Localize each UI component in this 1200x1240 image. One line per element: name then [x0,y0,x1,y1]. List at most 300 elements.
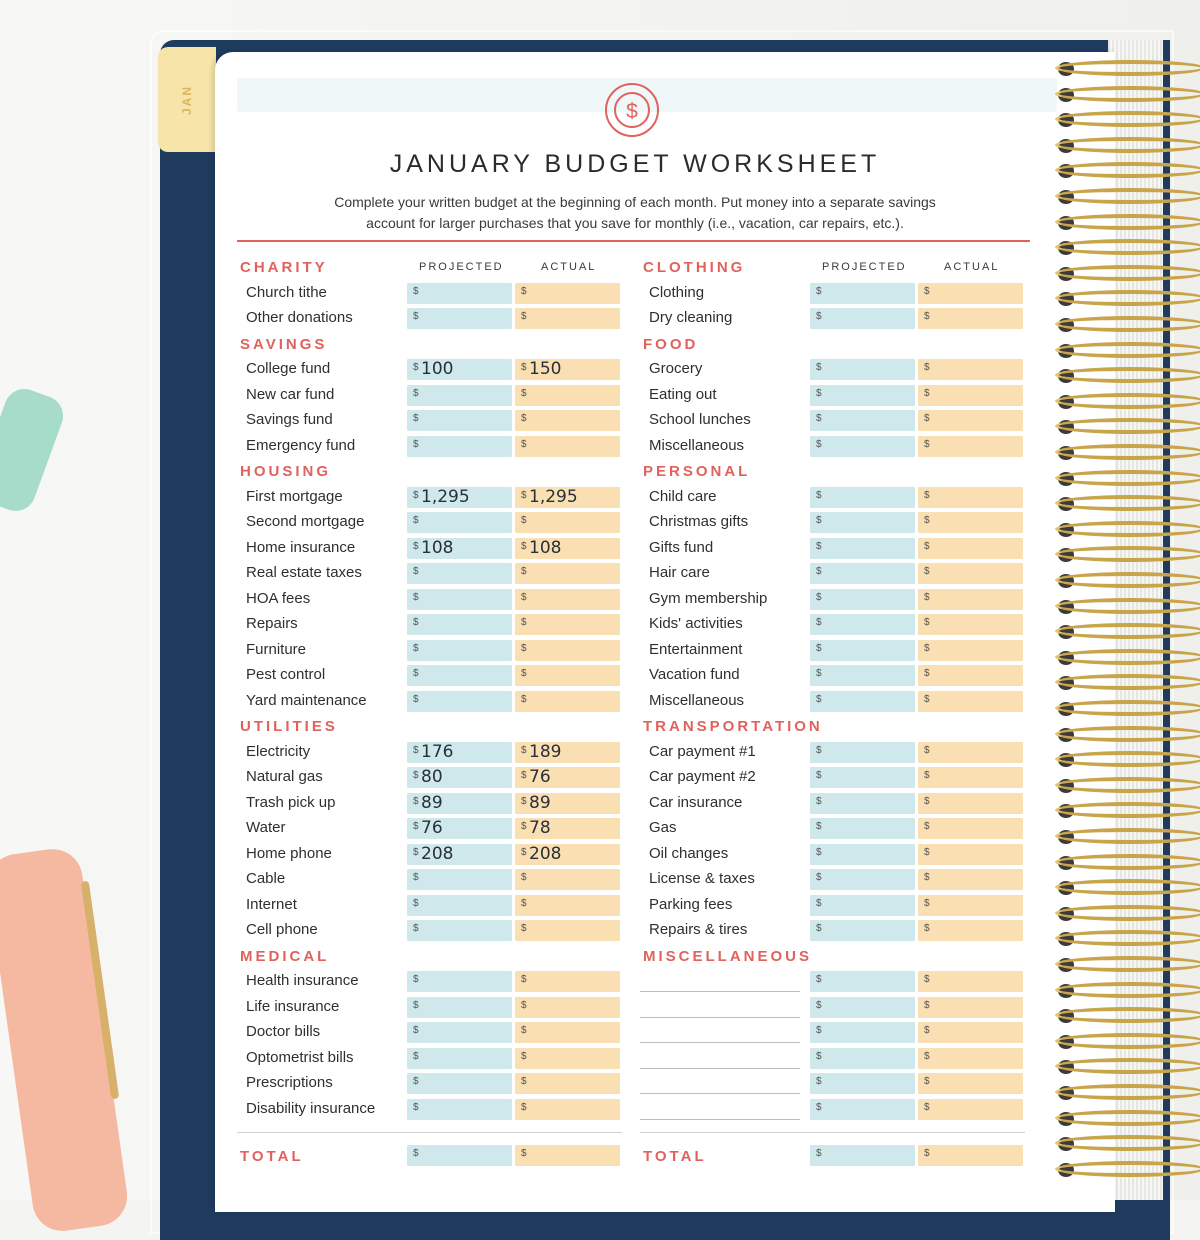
projected-amount-field[interactable] [407,1073,512,1094]
budget-row-furniture [237,638,622,664]
currency-symbol: $ [816,617,822,628]
budget-row-christmas-gifts [640,510,1025,536]
currency-symbol: $ [816,846,822,858]
currency-symbol: $ [816,362,822,373]
budget-item-label: Electricity [246,742,311,760]
projected-amount-value: 108 [421,537,454,558]
actual-amount-field[interactable] [918,971,1023,992]
projected-amount-field[interactable] [407,538,512,559]
currency-symbol: $ [816,744,822,756]
section-title: FOOD [643,335,699,353]
currency-symbol: $ [413,1050,419,1062]
actual-amount-field[interactable] [515,793,620,814]
budget-item-label: Parking fees [649,895,733,913]
actual-amount-field[interactable] [918,691,1023,712]
projected-amount-field[interactable] [407,767,512,788]
budget-item-label: School lunches [649,411,751,428]
total-label: TOTAL [643,1148,707,1165]
budget-row-savings-fund [237,408,622,434]
projected-amount-field[interactable] [407,665,512,686]
actual-amount-field[interactable] [515,283,620,304]
budget-item-label: Prescriptions [246,1074,333,1091]
actual-amount-field[interactable] [918,997,1023,1018]
budget-row-gas [640,816,1025,842]
currency-symbol: $ [413,285,419,297]
projected-amount-field[interactable] [810,385,915,406]
actual-amount-field[interactable] [918,308,1023,329]
section-header-personal [640,459,1025,485]
projected-amount-field[interactable] [407,283,512,304]
actual-amount-field[interactable] [515,563,620,584]
actual-amount-field[interactable] [515,1073,620,1094]
actual-amount-field[interactable] [918,1048,1023,1069]
currency-symbol: $ [521,642,527,654]
currency-symbol: $ [521,285,527,297]
budget-item-label: Car payment #1 [649,742,756,760]
currency-symbol: $ [924,617,930,628]
budget-row-repairs [237,612,622,638]
actual-amount-field[interactable] [515,895,620,916]
projected-amount-field[interactable] [810,487,915,508]
spiral-coil [1055,726,1200,742]
actual-amount-field[interactable] [515,538,620,559]
projected-amount-field[interactable] [810,895,915,916]
spiral-coil [1055,674,1200,690]
currency-symbol: $ [924,1076,930,1087]
actual-amount-field[interactable] [515,920,620,941]
currency-symbol: $ [816,999,822,1011]
actual-amount-field[interactable] [918,793,1023,814]
budget-item-label: Church tithe [246,283,327,301]
budget-item-label: Internet [246,895,297,913]
budget-row-car-insurance [640,791,1025,817]
projected-amount-field[interactable] [810,538,915,559]
currency-symbol: $ [924,387,930,399]
currency-symbol: $ [924,999,930,1011]
actual-amount-field[interactable] [515,844,620,865]
actual-amount-field[interactable] [515,410,620,431]
spiral-coil [1055,188,1200,204]
currency-symbol: $ [816,438,822,450]
budget-row-car-payment-2 [640,765,1025,791]
budget-row-health-insurance [237,969,622,995]
actual-amount-field[interactable] [918,1022,1023,1043]
projected-amount-field[interactable] [407,563,512,584]
currency-symbol: $ [816,591,822,603]
projected-amount-field[interactable] [810,793,915,814]
currency-symbol: $ [413,1101,419,1113]
currency-symbol: $ [413,770,419,781]
write-in-line[interactable] [640,1017,800,1018]
currency-symbol: $ [816,1076,822,1087]
actual-amount-field[interactable] [515,308,620,329]
projected-amount-field[interactable] [810,869,915,890]
projected-amount-field[interactable] [407,385,512,406]
budget-row-yard-maintenance [237,689,622,715]
actual-amount-field[interactable] [515,436,620,457]
budget-item-label: Doctor bills [246,1023,321,1040]
projected-amount-field[interactable] [407,844,512,865]
actual-amount-field[interactable] [918,487,1023,508]
projected-amount-field[interactable] [810,971,915,992]
spiral-coil [1055,751,1200,767]
budget-item-label: Dry cleaning [649,309,733,326]
projected-amount-field[interactable] [810,844,915,865]
actual-amount-field[interactable] [918,563,1023,584]
actual-column-header: ACTUAL [541,261,597,273]
spiral-coil [1055,1161,1200,1177]
section-title: CHARITY [240,259,328,276]
blank-budget-row [640,1071,1025,1097]
projected-amount-field[interactable] [810,308,915,329]
budget-row-school-lunches [640,408,1025,434]
currency-symbol: $ [816,821,822,832]
budget-row-repairs-tires [640,918,1025,944]
actual-amount-field[interactable] [918,742,1023,763]
currency-symbol: $ [413,515,419,526]
budget-item-label: Gym membership [649,589,768,607]
actual-amount-value: 108 [529,537,562,558]
budget-item-label: Clothing [649,283,705,301]
actual-amount-field[interactable] [515,1048,620,1069]
actual-amount-field[interactable] [918,844,1023,865]
actual-amount-field[interactable] [918,614,1023,635]
spiral-coil [1055,1058,1200,1074]
currency-symbol: $ [924,668,930,679]
budget-row-pest-control [237,663,622,689]
spiral-coil [1055,239,1200,255]
budget-item-label: Home insurance [246,538,356,556]
currency-symbol: $ [521,821,527,832]
projected-amount-field[interactable] [810,1073,915,1094]
currency-symbol: $ [521,1050,527,1062]
budget-row-license-taxes [640,867,1025,893]
budget-item-label: Cell phone [246,921,318,938]
actual-amount-field[interactable] [515,1022,620,1043]
projected-amount-field[interactable] [407,742,512,763]
budget-row-oil-changes [640,842,1025,868]
projected-amount-field[interactable] [407,512,512,533]
currency-symbol: $ [521,413,527,424]
spiral-coil [1055,546,1200,562]
currency-symbol: $ [816,413,822,424]
projected-amount-field[interactable] [810,691,915,712]
budget-row-car-payment-1 [640,740,1025,766]
actual-amount-field[interactable] [918,436,1023,457]
budget-row-kids-activities [640,612,1025,638]
currency-symbol: $ [816,1050,822,1062]
actual-amount-field[interactable] [515,614,620,635]
spiral-coil [1055,1135,1200,1151]
currency-symbol: $ [924,566,930,577]
currency-symbol: $ [924,489,930,501]
budget-item-label: Miscellaneous [649,691,745,709]
budget-item-label: HOA fees [246,589,311,607]
actual-amount-field[interactable] [918,1073,1023,1094]
currency-symbol: $ [924,770,930,781]
section-title: UTILITIES [240,718,338,735]
currency-symbol: $ [413,693,419,705]
currency-symbol: $ [521,617,527,628]
budget-row-dry-cleaning [640,306,1025,332]
blank-budget-row [640,1046,1025,1072]
actual-amount-field[interactable] [918,767,1023,788]
projected-amount-field[interactable] [810,283,915,304]
actual-amount-field[interactable] [918,665,1023,686]
currency-symbol: $ [816,668,822,679]
actual-amount-field[interactable] [515,869,620,890]
projected-amount-field[interactable] [407,869,512,890]
budget-item-label: Kids' activities [649,615,743,632]
actual-amount-field[interactable] [918,818,1023,839]
budget-row-emergency-fund [237,434,622,460]
budget-item-label: Vacation fund [649,666,740,683]
section-header-savings [237,332,622,358]
projected-amount-field[interactable] [407,1048,512,1069]
currency-symbol: $ [924,795,930,807]
spiral-coil [1055,879,1200,895]
actual-amount-field[interactable] [918,283,1023,304]
budget-item-label: Christmas gifts [649,513,749,530]
currency-symbol: $ [924,1025,930,1036]
actual-amount-field[interactable] [918,869,1023,890]
currency-symbol: $ [816,693,822,705]
actual-amount-field[interactable] [918,1099,1023,1120]
write-in-line[interactable] [640,1042,800,1043]
projected-amount-value: 80 [421,767,443,787]
budget-item-label: Other donations [246,309,353,326]
currency-symbol: $ [816,642,822,654]
projected-amount-field[interactable] [810,767,915,788]
actual-amount-field[interactable] [515,767,620,788]
projected-amount-field[interactable] [810,818,915,839]
write-in-line[interactable] [640,1068,800,1069]
budget-item-label: Water [246,819,286,836]
spiral-coil [1055,393,1200,409]
projected-amount-field[interactable] [810,665,915,686]
spiral-coil [1055,137,1200,153]
projected-amount-field[interactable] [810,1022,915,1043]
actual-amount-field[interactable] [918,359,1023,380]
budget-row-water [237,816,622,842]
currency-symbol: $ [521,923,527,934]
budget-row-cell-phone [237,918,622,944]
currency-symbol: $ [924,872,930,883]
budget-row-grocery [640,357,1025,383]
projected-amount-field[interactable] [810,512,915,533]
projected-amount-field[interactable] [810,436,915,457]
projected-amount-field[interactable] [810,359,915,380]
projected-amount-field[interactable] [407,895,512,916]
projected-amount-field[interactable] [407,1022,512,1043]
currency-symbol: $ [521,1101,527,1113]
projected-amount-field[interactable] [407,971,512,992]
currency-symbol: $ [924,923,930,934]
projected-amount-field[interactable] [407,1099,512,1120]
currency-symbol: $ [521,1025,527,1036]
actual-amount-field[interactable] [918,538,1023,559]
section-header-housing [237,459,622,485]
budget-row-cable [237,867,622,893]
projected-amount-field[interactable] [407,691,512,712]
projected-amount-field[interactable] [810,997,915,1018]
spiral-coil [1055,649,1200,665]
projected-amount-field[interactable] [407,410,512,431]
spiral-coil [1055,342,1200,358]
actual-column-header: ACTUAL [944,261,1000,273]
budget-item-label: License & taxes [649,870,755,887]
projected-amount-field[interactable] [810,563,915,584]
budget-row-parking-fees [640,893,1025,919]
section-header-utilities [237,714,622,740]
projected-amount-field[interactable] [407,640,512,661]
projected-amount-field[interactable] [810,410,915,431]
currency-symbol: $ [521,999,527,1011]
actual-amount-field[interactable] [515,997,620,1018]
projected-amount-field[interactable] [810,742,915,763]
actual-amount-field[interactable] [515,589,620,610]
section-header-transportation [640,714,1025,740]
actual-amount-field[interactable] [515,742,620,763]
dollar-coin-icon [604,82,660,138]
currency-symbol: $ [816,515,822,526]
currency-symbol: $ [924,438,930,450]
projected-amount-field[interactable] [407,793,512,814]
projected-amount-value: 208 [421,843,454,864]
budget-item-label: Repairs [246,615,298,632]
actual-amount-field[interactable] [918,589,1023,610]
budget-row-hoa-fees [237,587,622,613]
budget-row-college-fund [237,357,622,383]
spiral-coil [1055,598,1200,614]
projected-amount-field[interactable] [407,818,512,839]
spiral-coil [1055,1007,1200,1023]
budget-item-label: Real estate taxes [246,564,362,581]
currency-symbol: $ [924,540,930,552]
actual-amount-field[interactable] [515,971,620,992]
projected-amount-field[interactable] [810,640,915,661]
actual-amount-value: 89 [529,792,551,813]
actual-amount-field[interactable] [515,512,620,533]
section-title: MEDICAL [240,947,330,965]
currency-symbol: $ [521,489,527,501]
spiral-coil [1055,86,1200,102]
spiral-coil [1055,1084,1200,1100]
right-budget-column [640,255,1025,1122]
projected-amount-field[interactable] [407,920,512,941]
actual-amount-value: 150 [529,359,562,379]
total-divider-left [237,1132,622,1133]
projected-amount-field[interactable] [810,1048,915,1069]
budget-row-internet [237,893,622,919]
projected-amount-field[interactable] [407,589,512,610]
currency-symbol: $ [816,566,822,577]
spiral-coil [1055,982,1200,998]
currency-symbol: $ [816,489,822,501]
currency-symbol: $ [413,642,419,654]
budget-row-second-mortgage [237,510,622,536]
currency-symbol: $ [816,1101,822,1113]
budget-row-natural-gas [237,765,622,791]
budget-item-label: Grocery [649,360,703,377]
spiral-coil [1055,60,1200,76]
actual-amount-field[interactable] [515,359,620,380]
actual-amount-field[interactable] [515,691,620,712]
blank-budget-row [640,969,1025,995]
spiral-coil [1055,828,1200,844]
budget-item-label: Gifts fund [649,538,714,556]
budget-row-life-insurance [237,995,622,1021]
actual-amount-field[interactable] [918,512,1023,533]
projected-amount-value: 89 [421,792,443,813]
section-header-clothing [640,255,1025,281]
currency-symbol: $ [521,362,527,373]
write-in-line[interactable] [640,1093,800,1094]
actual-amount-field[interactable] [515,665,620,686]
spiral-coil [1055,623,1200,639]
projected-amount-field[interactable] [407,436,512,457]
currency-symbol: $ [413,923,419,934]
projected-amount-field[interactable] [407,614,512,635]
actual-amount-field[interactable] [918,895,1023,916]
budget-row-doctor-bills [237,1020,622,1046]
month-tab[interactable] [158,47,216,152]
actual-amount-field[interactable] [515,385,620,406]
actual-amount-field[interactable] [918,410,1023,431]
currency-symbol: $ [816,387,822,399]
actual-amount-field[interactable] [515,1099,620,1120]
actual-amount-field[interactable] [918,920,1023,941]
projected-amount-field[interactable] [810,589,915,610]
budget-row-miscellaneous [640,434,1025,460]
total-actual-field[interactable]: $ [515,1145,620,1166]
budget-row-vacation-fund [640,663,1025,689]
section-title: TRANSPORTATION [643,718,823,735]
budget-item-label: Trash pick up [246,793,336,811]
write-in-line[interactable] [640,991,800,992]
total-projected-field[interactable]: $ [810,1145,915,1166]
actual-amount-field[interactable] [918,640,1023,661]
currency-symbol: $ [924,362,930,373]
budget-row-clothing [640,281,1025,307]
actual-amount-value: 1,295 [529,486,578,507]
spiral-coil [1055,802,1200,818]
projected-amount-field[interactable] [810,920,915,941]
actual-amount-field[interactable] [515,818,620,839]
actual-amount-field[interactable] [515,487,620,508]
write-in-line[interactable] [640,1119,800,1120]
total-actual-field[interactable]: $ [918,1145,1023,1166]
blank-budget-row [640,1097,1025,1123]
projected-amount-field[interactable] [407,359,512,380]
projected-amount-field[interactable] [407,308,512,329]
currency-symbol: $ [521,438,527,450]
spiral-coil [1055,930,1200,946]
projected-amount-field[interactable] [407,487,512,508]
actual-amount-field[interactable] [515,640,620,661]
projected-amount-field[interactable] [810,1099,915,1120]
budget-item-label: Optometrist bills [246,1048,354,1066]
page-instructions: Complete your written budget at the beginning of each month. Put money into a separate savings account for larger purchases that you save for monthly (i.e., vacation, car repairs, etc.). [334,194,936,231]
actual-amount-field[interactable] [918,385,1023,406]
projected-amount-field[interactable] [407,997,512,1018]
budget-row-gifts-fund [640,536,1025,562]
total-projected-field[interactable]: $ [407,1145,512,1166]
projected-amount-field[interactable] [810,614,915,635]
budget-row-entertainment [640,638,1025,664]
currency-symbol: $ [924,1050,930,1062]
currency-symbol: $ [924,974,930,985]
